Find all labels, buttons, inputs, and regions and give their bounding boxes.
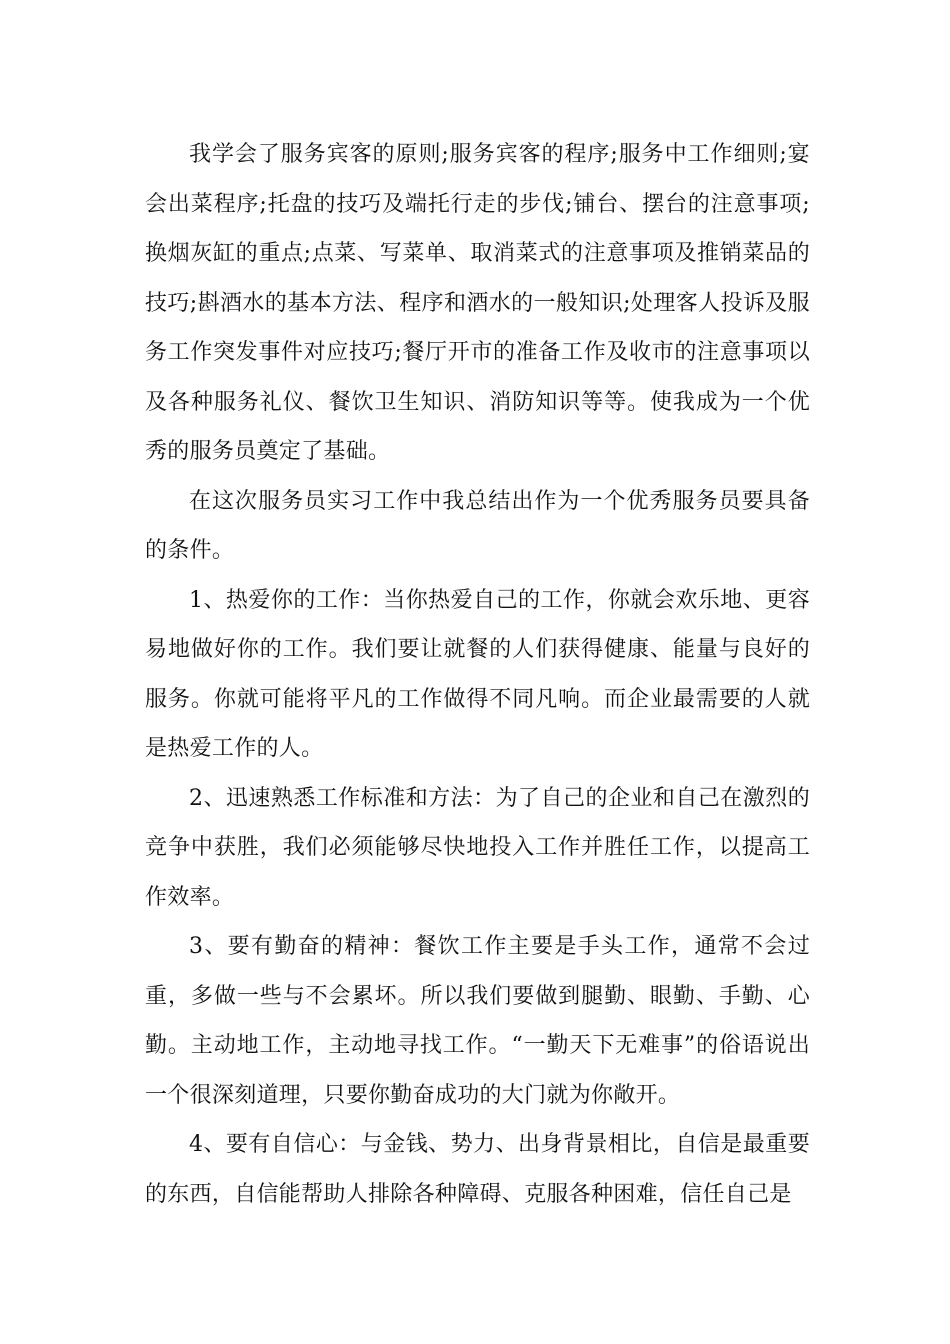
paragraph-point-4: 4、要有自信心：与金钱、势力、出身背景相比，自信是最重要的东西，自信能帮助人排除各种障碍、克服各种困难，信任自己是: [145, 1132, 810, 1207]
paragraph-point-1: 1、热爱你的工作：当你热爱自己的工作，你就会欢乐地、更容易地做好你的工作。我们要让就餐的人们获得健康、能量与良好的服务。你就可能将平凡的工作做得不同凡响。而企业最需要的人就是热爱工作的人。: [145, 587, 810, 761]
paragraph-summary-intro: 在这次服务员实习工作中我总结出作为一个优秀服务员要具备的条件。: [145, 488, 810, 563]
document-body: [145, 130, 810, 1219]
paragraph-point-3: 3、要有勤奋的精神：餐饮工作主要是手头工作，通常不会过重，多做一些与不会累坏。所以我们要做到腿勤、眼勤、手勤、心勤。主动地工作，主动地寻找工作。“一勤天下无难事”的俗语说出一个很深刻道理，只要你勤奋成功的大门就为你敞开。: [145, 934, 810, 1108]
paragraph-skills-learned: 我学会了服务宾客的原则;服务宾客的程序;服务中工作细则;宴会出菜程序;托盘的技巧及端托行走的步伐;铺台、摆台的注意事项;换烟灰缸的重点;点菜、写菜单、取消菜式的注意事项及推销菜品的技巧;斟酒水的基本方法、程序和酒水的一般知识;处理客人投诉及服务工作突发事件对应技巧;餐厅开市的准备工作及收市的注意事项以及各种服务礼仪、餐饮卫生知识、消防知识等等。使我成为一个优秀的服务员奠定了基础。: [145, 142, 810, 464]
paragraph-point-2: 2、迅速熟悉工作标准和方法：为了自己的企业和自己在激烈的竞争中获胜，我们必须能够尽快地投入工作并胜任工作，以提高工作效率。: [145, 785, 810, 910]
